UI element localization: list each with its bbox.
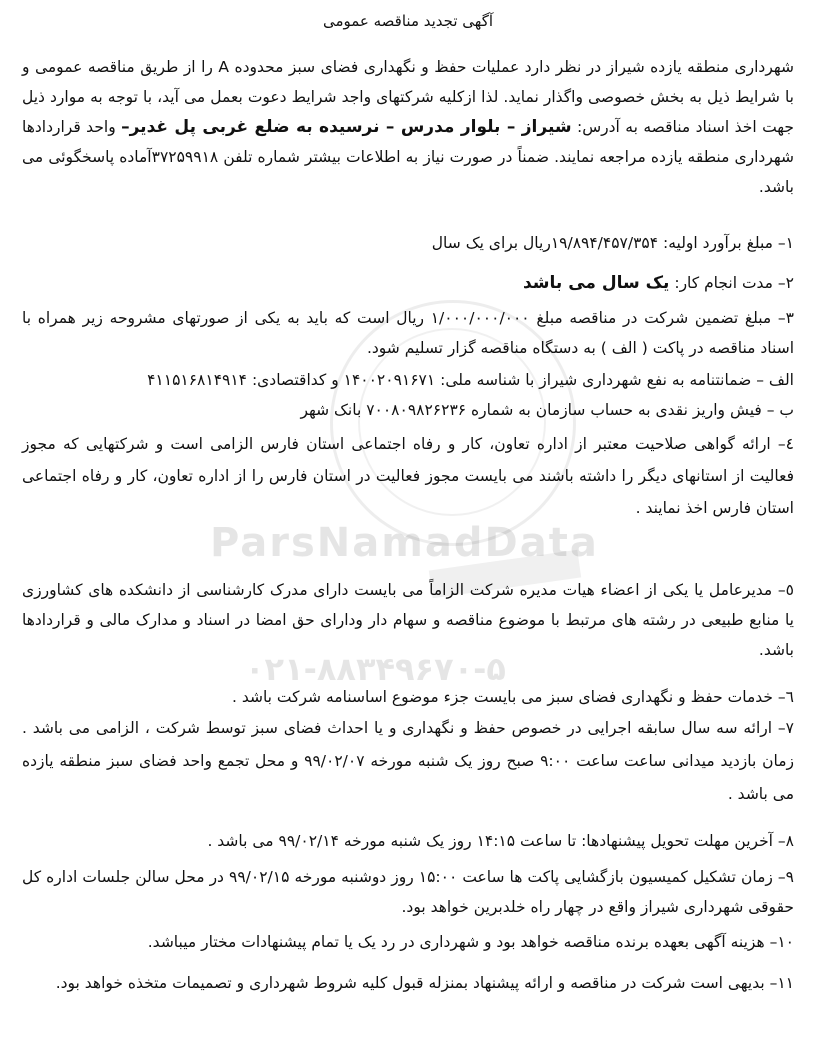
intro-address: شیراز – بلوار مدرس – نرسیده به ضلع غربی پل غدیر– [121, 117, 572, 137]
item-11: ۱۱– بدیهی است شرکت در مناقصه و ارائه پیشنهاد بمنزله قبول کلیه شروط شهرداری و تصمیمات متخذه خواهد بود. [55, 974, 794, 992]
item-3: ۳– مبلغ تضمین شرکت در مناقصه مبلغ ۱/۰۰۰/۰۰۰/۰۰۰ ریال است که باید به یکی از صورتهای مشروحه زیر همراه با اسناد مناقصه در پاکت ( الف ) به دستگاه مناقصه گزار تسلیم شود. [22, 309, 794, 357]
item-3a: الف – ضمانتنامه به نفع شهرداری شیراز با شناسه ملی: ۱۴۰۰۲۰۹۱۶۷۱ و کداقتصادی: ۴۱۱۵۱۶۸۱۴۹۱۴ [147, 371, 794, 389]
tender-notice [22, 0, 794, 1045]
item-4: ٤– ارائه گواهی صلاحیت معتبر از اداره تعاون، کار و رفاه اجتماعی استان فارس الزامی است و شرکتهایی که مجوز فعالیت از استانهای دیگر را داشته باشند می بایست مجوز فعالیت در استان فارس را از اداره تعاون، کار و رفاه اجتماعی استان فارس اخذ نمایند . [22, 435, 794, 517]
watermark-phone: ۰۲۱-۸۸۳۴۹۶۷۰-۵ [245, 650, 506, 688]
watermark-logo-text: ParsNamadData [210, 520, 599, 566]
item-6: ٦– خدمات حفظ و نگهداری فضای سبز می بایست جزء موضوع اساسنامه شرکت باشد . [231, 688, 794, 706]
intro-text-continued: واحد قراردادها شهرداری منطقه یازده مراجعه نمایند. ضمناً در صورت نیاز به اطلاعات بیشتر شماره تلفن ۳۷۲۵۹۹۱۸آماده پاسخگوئی می باشد. [22, 118, 794, 196]
item-1: ۱– مبلغ برآورد اولیه: ۱۹/۸۹۴/۴۵۷/۳۵۴ریال برای یک سال [431, 234, 794, 252]
item-8: ٨– آخرین مهلت تحویل پیشنهادها: تا ساعت ۱۴:۱۵ روز یک شنبه مورخه ۹۹/۰۲/۱۴ می باشد . [207, 832, 794, 850]
item-7: ٧– ارائه سه سال سابقه اجرایی در خصوص حفظ و نگهداری و یا احداث فضای سبز توسط شرکت ، الزامی می باشد . زمان بازدید میدانی ساعت ساعت ۹:۰۰ صبح روز یک شنبه مورخه ۹۹/۰۲/۰۷ و محل تجمع واحد فضای سبز منطقه یازده می باشد . [22, 719, 794, 803]
item-2-label: ۲– مدت انجام کار: [669, 274, 794, 292]
item-10: ۱۰– هزینه آگهی بعهده برنده مناقصه خواهد بود و شهرداری در رد یک یا تمام پیشنهادات مختار میباشد. [147, 933, 794, 951]
item-3b: ب – فیش واریز نقدی به حساب سازمان به شماره ۷۰۰۸۰۹۸۲۶۲۳۶ بانک شهر [300, 401, 794, 419]
item-2-value: یک سال می باشد [522, 273, 670, 293]
intro-text: شهرداری منطقه یازده شیراز در نظر دارد عملیات حفظ و نگهداری فضای سبز محدوده A را از طریق مناقصه عمومی و با شرایط ذیل به بخش خصوصی واگذار نماید. لذا ازکلیه شرکتهای واجد شرایط دعوت بعمل می آید، با توجه به موارد ذیل جهت اخذ اسناد مناقصه به آدرس: [22, 58, 795, 136]
item-9: ٩– زمان تشکیل کمیسیون بازگشایی پاکت ها ساعت ۱۵:۰۰ روز دوشنبه مورخه ۹۹/۰۲/۱۵ در محل سالن جلسات اداره کل حقوقی شهرداری شیراز واقع در چهار راه خلدبرین خواهد بود. [22, 868, 794, 916]
item-2 [22, 268, 794, 298]
intro-paragraph [22, 52, 794, 202]
notice-title: آگهی تجدید مناقصه عمومی [322, 12, 494, 30]
item-5: ٥– مدیرعامل یا یکی از اعضاء هیات مدیره شرکت الزاماً می بایست دارای مدرک کارشناسی از دانشکده های کشاورزی یا منابع طبیعی در رشته های مرتبط با موضوع مناقصه و سهام دار ودارای حق امضا در اسناد و مدارک مالی و قراردادها باشد. [22, 581, 794, 659]
